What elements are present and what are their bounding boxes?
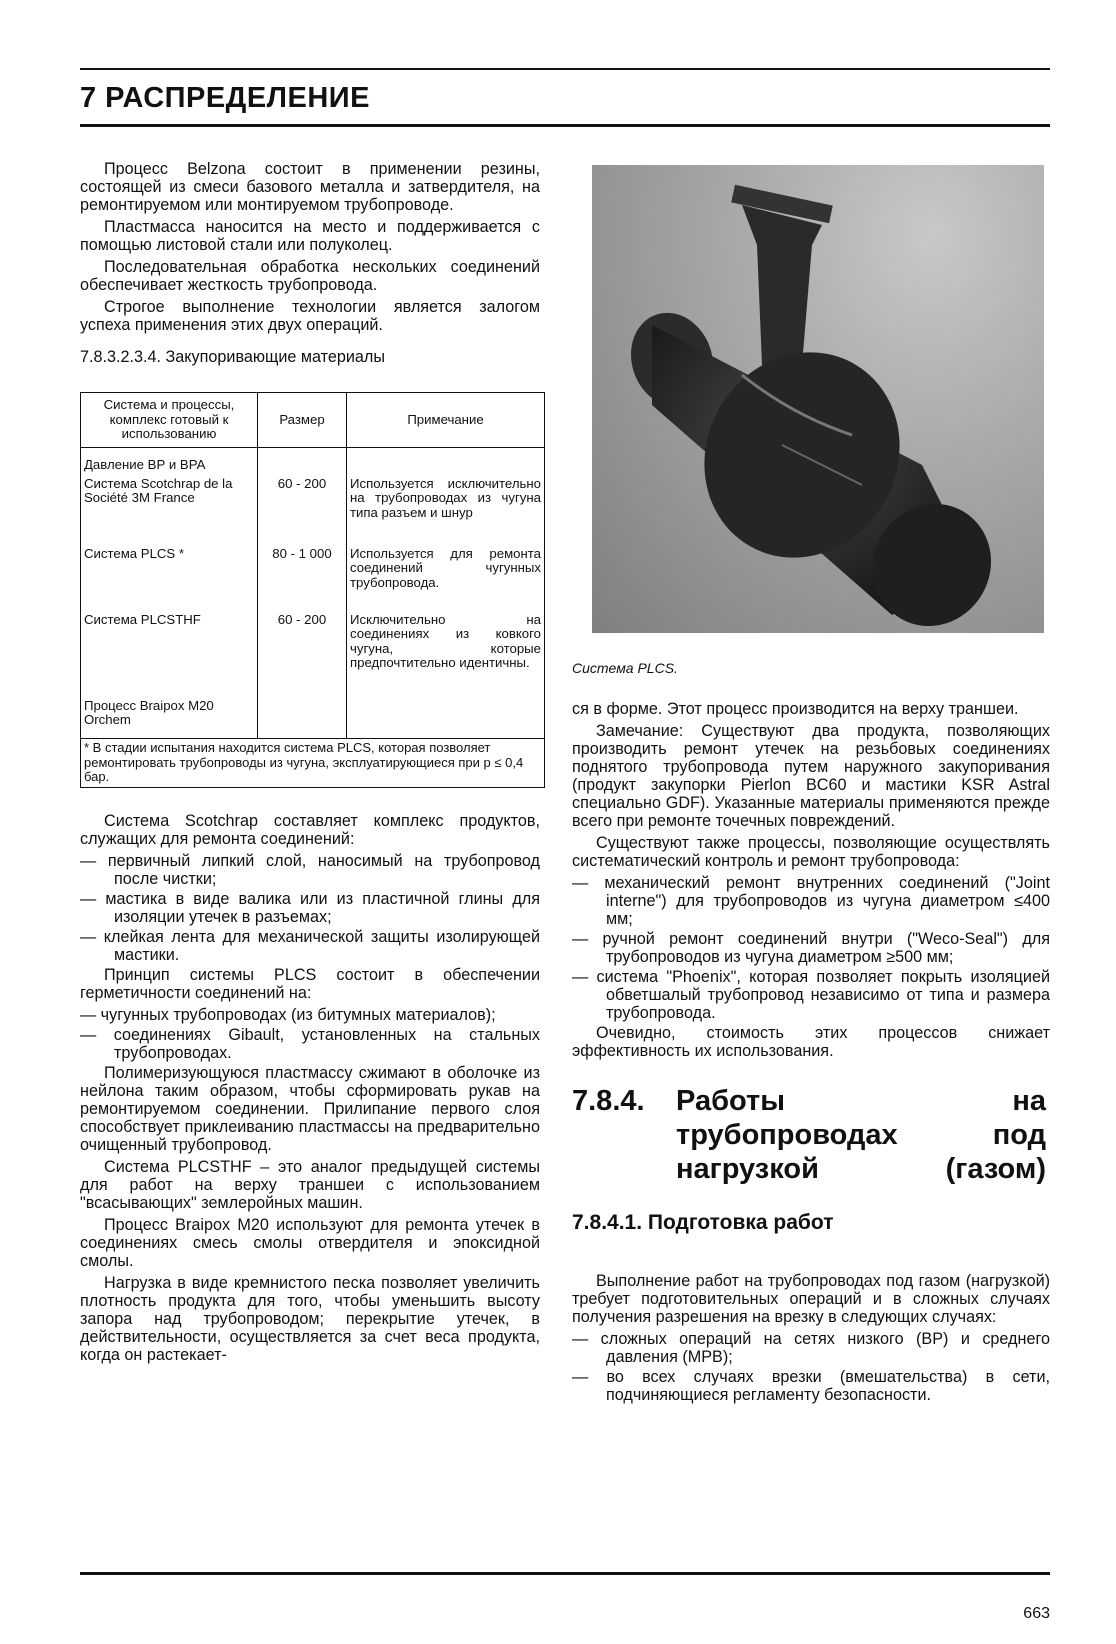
- list-item: — чугунных трубопроводах (из битумных материалов);: [80, 1005, 496, 1024]
- page-number: 663: [1023, 1605, 1050, 1622]
- paragraph: Замечание: Существуют два продукта, позволяющих производить ремонт утечек на резьбовых соединениях поднятого трубопровода путем наружного закупоривания (продукт закупорки Pierlon BC60 и мастики KSR Astral специально GDF). Указанные материалы применяются прежде всего при ремонте точечных повреждений.: [572, 722, 1050, 830]
- paragraph: Строгое выполнение технологии является залогом успеха применения этих двух операций.: [80, 298, 540, 334]
- subsection-heading: 7.8.3.2.3.4. Закупоривающие материалы: [80, 348, 386, 366]
- table-cell: Исключительно на соединениях из ковкого чугуна, которые предпочтительно идентичны.: [347, 611, 545, 697]
- pipe-repair-illustration: [592, 165, 1044, 633]
- paragraph: Существуют также процессы, позволяющие осуществлять систематический контроль и ремонт трубопровода:: [572, 834, 1050, 870]
- chapter-title: 7 РАСПРЕДЕЛЕНИЕ: [80, 82, 370, 114]
- paragraph: ся в форме. Этот процесс производится на верху траншеи.: [572, 700, 1019, 718]
- paragraph: Последовательная обработка нескольких соединений обеспечивает жесткость трубопровода.: [80, 258, 540, 294]
- list-item: — клейкая лента для механической защиты изолирующей мастики.: [80, 927, 540, 964]
- table-row: [81, 545, 545, 611]
- table-cell: Используется исключительно на трубопроводах из чугуна типа разъем и шнур: [347, 475, 545, 545]
- table-cell: 60 - 200: [258, 475, 347, 545]
- table-cell: Система Scotchrap de la Société 3M France: [81, 475, 258, 545]
- table-cell: Система PLCSTHF: [81, 611, 258, 697]
- sealing-materials-table: [80, 392, 545, 788]
- paragraph: Пластмасса наносится на место и поддерживается с помощью листовой стали или полуколец.: [80, 218, 540, 254]
- section-title: Работы на трубопроводах под нагрузкой (газом): [676, 1085, 1046, 1185]
- paragraph: Система Scotchrap составляет комплекс продуктов, служащих для ремонта соединений:: [80, 811, 540, 848]
- plcs-system-photo: [592, 165, 1044, 633]
- paragraph: Процесс Braipox M20 используют для ремонта утечек в соединениях смесь смолы отвердителя и эпоксидной смолы.: [80, 1215, 540, 1270]
- table-cell: 80 - 1 000: [258, 545, 347, 611]
- table-header: Размер: [258, 393, 347, 448]
- list-item: — соединениях Gibault, установленных на стальных трубопроводах.: [80, 1025, 540, 1062]
- table-cell: [347, 697, 545, 739]
- table-row: [81, 448, 545, 475]
- table-cell: Используется для ремонта соединений чугунных трубопровода.: [347, 545, 545, 611]
- paragraph: Принцип системы PLCS состоит в обеспечении герметичности соединений на:: [80, 965, 540, 1002]
- paragraph: Система PLCSTHF – это аналог предыдущей системы для работ на верху траншеи с использованием "всасывающих" землеройных машин.: [80, 1157, 540, 1212]
- header-rule: [80, 124, 1050, 127]
- right-column: [572, 700, 1050, 1406]
- table-group-label: Давление ВР и ВРА: [81, 448, 258, 475]
- left-column: [80, 160, 540, 1368]
- footer-rule: [80, 1572, 1050, 1575]
- table-cell: Процесс Braipox M20 Orchem: [81, 697, 258, 739]
- table-footnote: * В стадии испытания находится система PLCS, которая позволяет ремонтировать трубопроводы из чугуна, эксплуатирующиеся при p ≤ 0,4 бар.: [81, 739, 545, 788]
- section-number: 7.8.4.: [572, 1085, 645, 1117]
- list-item: — сложных операций на сетях низкого (ВР) и среднего давления (МРВ);: [572, 1330, 1050, 1366]
- table-footnote-row: [81, 739, 545, 788]
- top-rule: [80, 68, 1050, 70]
- paragraph: Выполнение работ на трубопроводах под газом (нагрузкой) требует подготовительных операций и в сложных случаях получения разрешения на врезку в следующих случаях:: [572, 1272, 1050, 1326]
- paragraph: Нагрузка в виде кремнистого песка позволяет увеличить плотность продукта для того, чтобы уменьшить высоту запора над трубопроводом; перекрытие утечек, в действительности, осуществляется за счет веса продукта, когда он растекает-: [80, 1273, 540, 1364]
- list-item: — ручной ремонт соединений внутри ("Weco-Seal") для трубопроводов из чугуна диаметром ≥500 мм;: [572, 930, 1050, 966]
- figure-caption: Система PLCS.: [572, 660, 678, 676]
- list-item: — во всех случаях врезки (вмешательства) в сети, подчиняющиеся регламенту безопасности.: [572, 1368, 1050, 1404]
- table-row: [81, 611, 545, 697]
- list-item: — механический ремонт внутренних соединений ("Joint interne") для трубопроводов из чугуна диаметром ≤400 мм;: [572, 874, 1050, 928]
- paragraph: Очевидно, стоимость этих процессов снижает эффективность их использования.: [572, 1024, 1050, 1060]
- paragraph: Процесс Belzona состоит в применении резины, состоящей из смеси базового металла и затвердителя, на ремонтируемом или монтируемом трубопроводе.: [80, 160, 540, 214]
- table-header: Система и процессы, комплекс готовый к использованию: [81, 393, 258, 448]
- paragraph: Полимеризующуюся пластмассу сжимают в оболочке из нейлона таким образом, чтобы сформировать рукав на ремонтируемом соединении. Прилипание первого слоя способствует приклеиванию пластмассы на предварительно очищенный трубопровод.: [80, 1063, 540, 1154]
- table-cell: 60 - 200: [258, 611, 347, 697]
- table-header: Примечание: [347, 393, 545, 448]
- table-row: [81, 697, 545, 739]
- section-heading: [572, 1084, 1050, 1186]
- subsection-heading: 7.8.4.1. Подготовка работ: [572, 1211, 834, 1234]
- list-item: — система "Phoenix", которая позволяет покрыть изоляцией обветшалый трубопровод независимо от типа и размера трубопровода.: [572, 968, 1050, 1022]
- table-row: [81, 475, 545, 545]
- table-header-row: [81, 393, 545, 448]
- table-cell: Система PLCS *: [81, 545, 258, 611]
- list-item: — первичный липкий слой, наносимый на трубопровод после чистки;: [80, 851, 540, 888]
- list-item: — мастика в виде валика или из пластичной глины для изоляции утечек в разъемах;: [80, 889, 540, 926]
- table-cell: [258, 697, 347, 739]
